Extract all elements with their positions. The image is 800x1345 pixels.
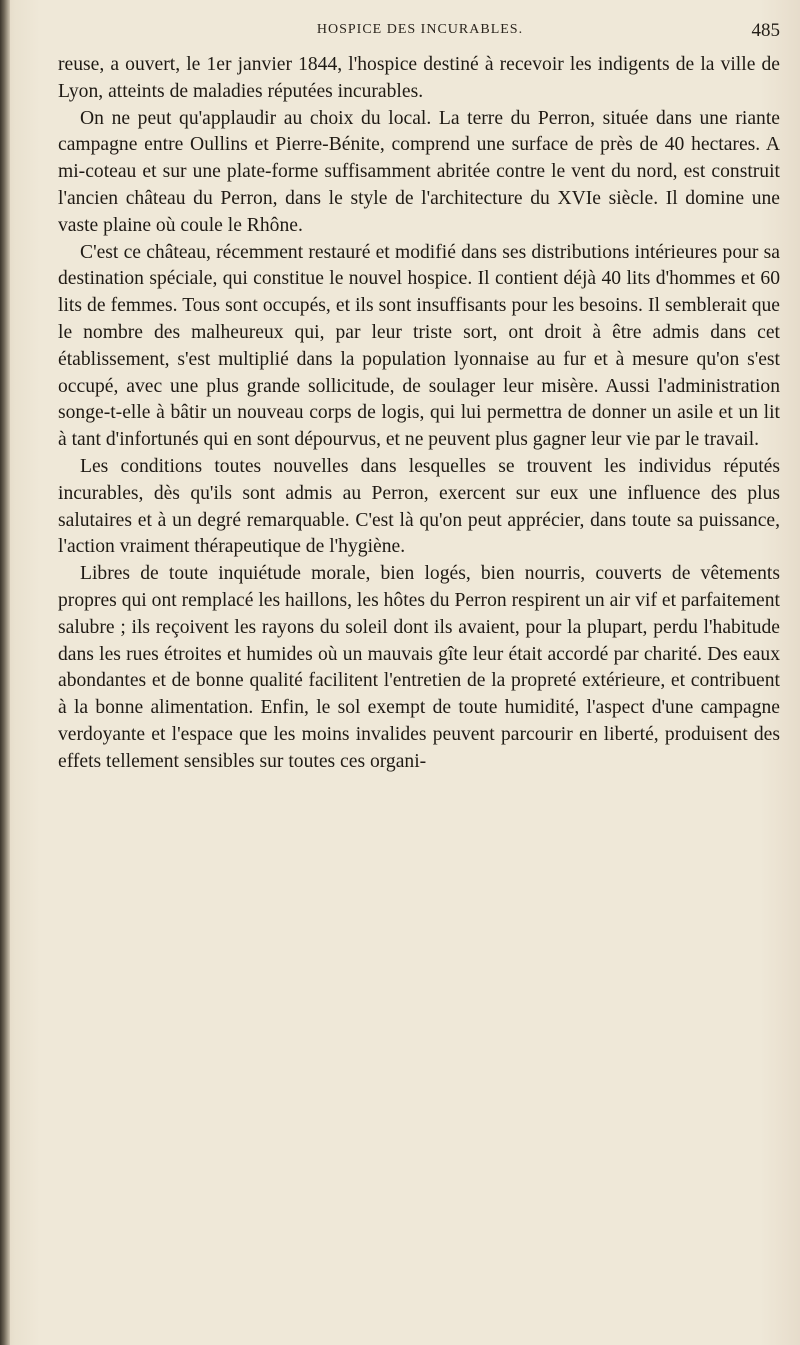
page-gutter-shadow	[0, 0, 10, 1345]
paragraph-5: Libres de toute inquiétude morale, bien logés, bien nourris, couverts de vêtements propres qui ont remplacé les haillons, les hôtes du Perron respirent un air vif et parfaitement salubre ; ils reçoivent les rayons du soleil dont ils avaient, pour la plupart, perdu l'habitude dans les rues étroites et humides où un mauvais gîte leur était accordé par charité. Des eaux abondantes et de bonne qualité facilitent l'entretien de la propreté extérieure, et contribuent à la bonne alimentation. Enfin, le sol exempt de toute humidité, l'aspect d'une campagne verdoyante et l'espace que les moins invalides peuvent parcourir en liberté, produisent des effets tellement sensibles sur toutes ces organi-	[58, 563, 780, 772]
paragraph-4: Les conditions toutes nouvelles dans lesquelles se trouvent les individus réputés incurables, dès qu'ils sont admis au Perron, exercent sur eux une influence des plus salutaires et à un degré remarquable. C'est là qu'on peut apprécier, dans toute sa puissance, l'action vraiment thérapeutique de l'hygiène.	[58, 455, 780, 558]
body-text	[58, 52, 780, 776]
paragraph-1: reuse, a ouvert, le 1er janvier 1844, l'hospice destiné à recevoir les indigents de la ville de Lyon, atteints de maladies réputées incurables.	[58, 54, 780, 102]
paragraph-3: C'est ce château, récemment restauré et modifié dans ses distributions intérieures pour sa destination spéciale, qui constitue le nouvel hospice. Il contient déjà 40 lits d'hommes et 60 lits de femmes. Tous sont occupés, et ils sont insuffisants pour les besoins. Il semblerait que le nombre des malheureux qui, par leur triste sort, ont droit à être admis dans cet établissement, s'est multiplié dans la population lyonnaise au fur et à mesure qu'on s'est occupé, avec une plus grande sollicitude, de soulager leur misère. Aussi l'administration songe-t-elle à bâtir un nouveau corps de logis, qui lui permettra de donner un asile et un lit à tant d'infortunés qui en sont dépourvus, et ne peuvent plus gagner leur vie par le travail.	[58, 241, 780, 451]
running-title: HOSPICE DES INCURABLES.	[316, 22, 524, 37]
page-number: 485	[751, 20, 780, 41]
page-header	[60, 20, 780, 46]
paragraph-2: On ne peut qu'applaudir au choix du local. La terre du Perron, située dans une riante campagne entre Oullins et Pierre-Bénite, comprend une surface de près de 40 hectares. A mi-coteau et sur une plate-forme suffisamment abritée contre le vent du nord, est construit l'ancien château du Perron, dans le style de l'architecture du XVIe siècle. Il domine une vaste plaine où coule le Rhône.	[58, 107, 780, 236]
